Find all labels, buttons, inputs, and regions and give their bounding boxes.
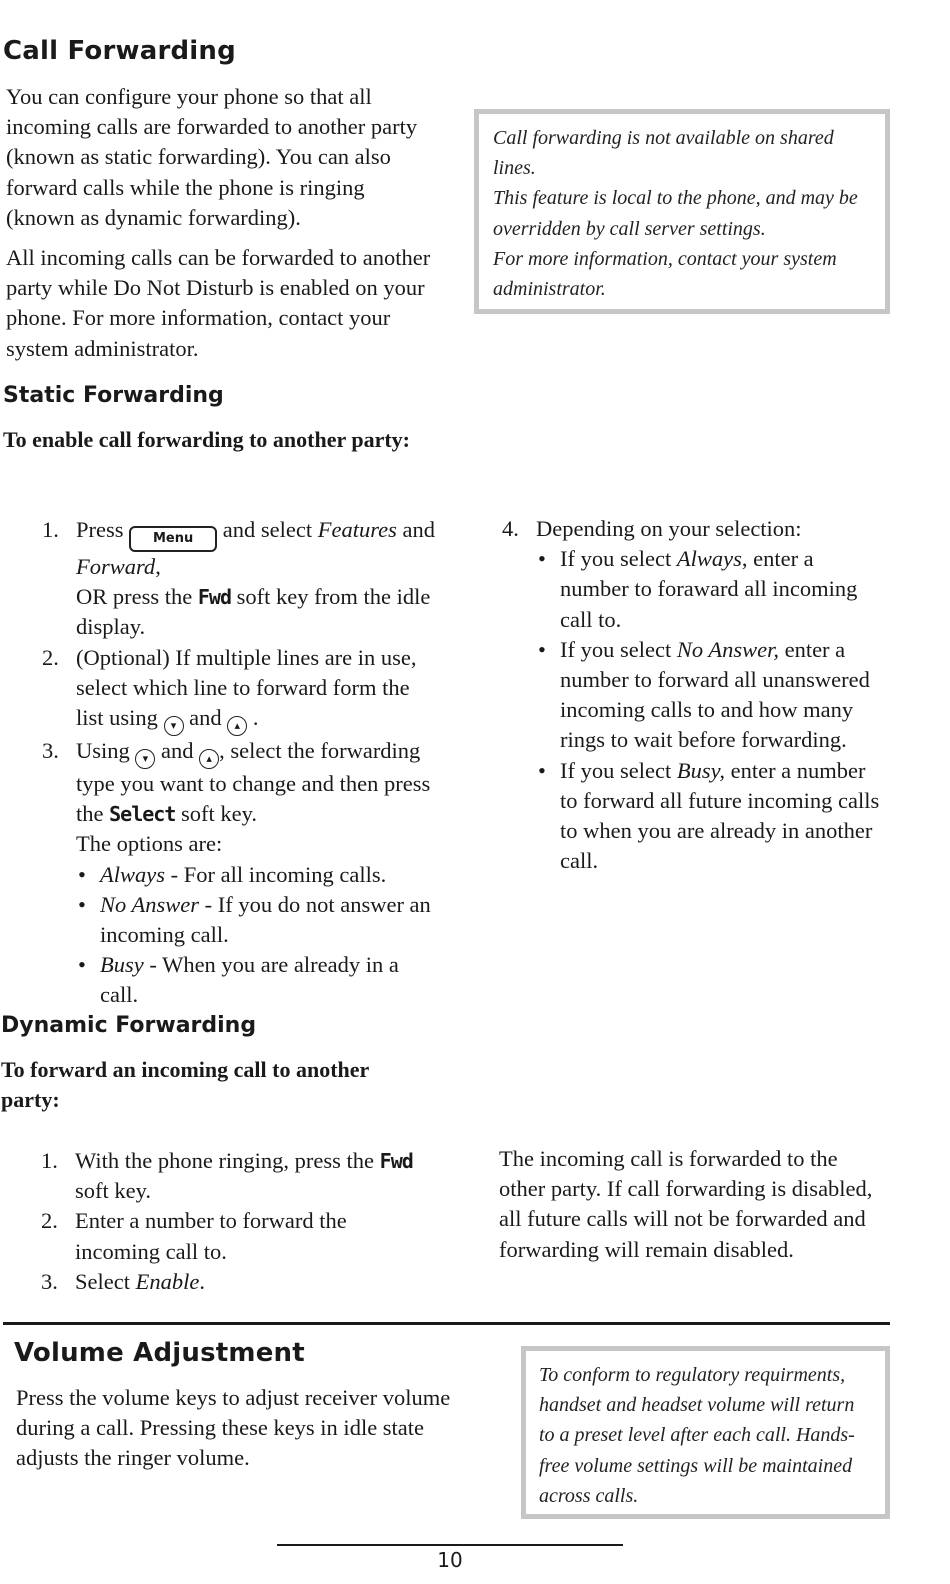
down-arrow-key-icon: ▾ [164,716,184,736]
detail-text: If you select [560,636,677,662]
selection-details-list [536,544,884,876]
fwd-softkey-label: Fwd [197,585,231,610]
bullet-icon: • [538,546,546,572]
step-text: , select the forwarding type you want to change and then press the [76,738,431,827]
detail-no-answer [536,635,884,756]
step-text: soft key from the idle display. [76,584,431,640]
step-text: Enter a number to forward the incoming call to. [75,1208,347,1264]
step-text: and select [222,517,313,542]
dynamic-step-2 [41,1206,431,1266]
section-title-call-forwarding: Call Forwarding [3,36,236,66]
static-step-3 [42,736,442,1011]
option-name: No Answer [100,891,199,917]
step-text: The options are: [76,831,223,857]
detail-always [536,544,884,635]
call-forwarding-para-2: All incoming calls can be forwarded to another party while Do Not Disturb is enabled on your phone. For more information, contact your system administrator. [6,245,431,361]
detail-busy [536,756,884,877]
static-step-1 [42,515,442,643]
step-text: Using [76,738,130,764]
static-step-2 [42,643,442,736]
step-text: . [252,705,259,731]
section-title-dynamic-forwarding: Dynamic Forwarding [1,1013,257,1038]
step-number: 2. [42,644,59,670]
call-forwarding-note-box [474,109,890,314]
dynamic-step-3 [41,1267,431,1297]
option-name: Always [100,861,165,887]
step-number: 1. [41,1148,58,1173]
note-line-2: This feature is local to the phone, and may be overridden by call server settings. [493,187,858,240]
dynamic-step-1 [41,1146,431,1206]
dynamic-steps [41,1146,431,1297]
step-term-forward: Forward [76,554,156,579]
step-text: soft key. [181,801,258,827]
step-number: 4. [502,516,519,541]
bullet-icon: • [78,891,86,917]
detail-text: , enter a number to foraward all incoming call to. [560,546,858,632]
select-softkey-label: Select [109,802,176,827]
detail-term: No Answer, [676,636,779,662]
detail-term: Busy, [676,757,725,783]
fwd-softkey-label: Fwd [379,1149,413,1173]
step-number: 2. [41,1208,58,1234]
step-number: 3. [42,738,59,764]
section-divider [3,1322,890,1325]
static-steps [42,515,442,1011]
step-term-features: Features [317,517,397,542]
option-always [76,860,442,890]
bullet-icon: • [538,757,546,783]
call-forwarding-body [6,82,431,374]
static-step-4 [502,514,884,876]
up-arrow-key-icon: ▴ [227,716,247,736]
down-arrow-key-icon: ▾ [135,749,155,769]
detail-term: Always [676,546,742,572]
section-title-static-forwarding: Static Forwarding [3,383,224,408]
note-line-1: Call forwarding is not available on shared lines. [493,127,834,180]
up-arrow-key-icon: ▴ [199,749,219,769]
footer-rule [277,1544,623,1546]
dynamic-forwarding-result: The incoming call is forwarded to the other party. If call forwarding is disabled, all future calls will not be forwarded and forwarding will remain disabled. [499,1146,873,1262]
step-number: 3. [41,1268,58,1294]
option-busy [76,950,442,1010]
option-no-answer [76,890,442,950]
step-text: With the phone ringing, press the [75,1148,375,1173]
option-desc: - If you do not answer an incoming call. [100,891,431,948]
step-text: , [155,554,161,579]
step-text: OR press the [76,584,193,610]
detail-text: If you select [560,757,677,783]
step-text: Select [75,1268,130,1294]
step-text: and [402,517,436,542]
static-forwarding-subtitle: To enable call forwarding to another party: [3,427,410,452]
dynamic-forwarding-subtitle: To forward an incoming call to another party: [1,1057,369,1112]
detail-text: enter a number to forward all future incoming calls to when you are already in another call. [560,757,880,874]
detail-text: enter a number to forward all unanswered incoming calls to and how many rings to wait before forwarding. [560,636,870,753]
detail-text: If you select [560,546,677,572]
volume-note-box: To conform to regulatory requirments, handset and headset volume will return to a preset level after each call. Hands-free volume settings will be maintained across calls. [521,1346,890,1519]
step-text: (Optional) If multiple lines are in use, select which line to forward form the list using [76,644,417,731]
option-desc: - For all incoming calls. [165,861,387,887]
step-text: and [161,738,194,764]
volume-adjustment-body: Press the volume keys to adjust receiver volume during a call. Pressing these keys in idle state adjusts the ringer volume. [16,1385,451,1471]
step-term-enable: Enable [135,1268,200,1294]
forwarding-options-list [76,860,442,1011]
step-text: and [189,705,222,731]
call-forwarding-para-1: You can configure your phone so that all incoming calls are forwarded to another party (known as static forwarding). You can also forward calls while the phone is ringing (known as dynamic forwarding). [6,84,418,230]
step-text: Depending on your selection: [536,516,802,541]
static-step-4-item [502,514,884,876]
step-text: Press [76,517,124,542]
option-name: Busy [100,952,144,978]
step-text: soft key. [75,1178,152,1204]
step-text: . [199,1268,205,1294]
bullet-icon: • [538,636,546,662]
menu-key-icon: Menu [129,526,217,552]
step-number: 1. [42,517,59,542]
bullet-icon: • [78,861,86,887]
page-number: 10 [437,1548,463,1572]
option-desc: - When you are already in a call. [100,952,399,1008]
bullet-icon: • [78,952,86,978]
note-line-3: For more information, contact your system administrator. [493,247,837,301]
section-title-volume-adjustment: Volume Adjustment [14,1338,305,1368]
